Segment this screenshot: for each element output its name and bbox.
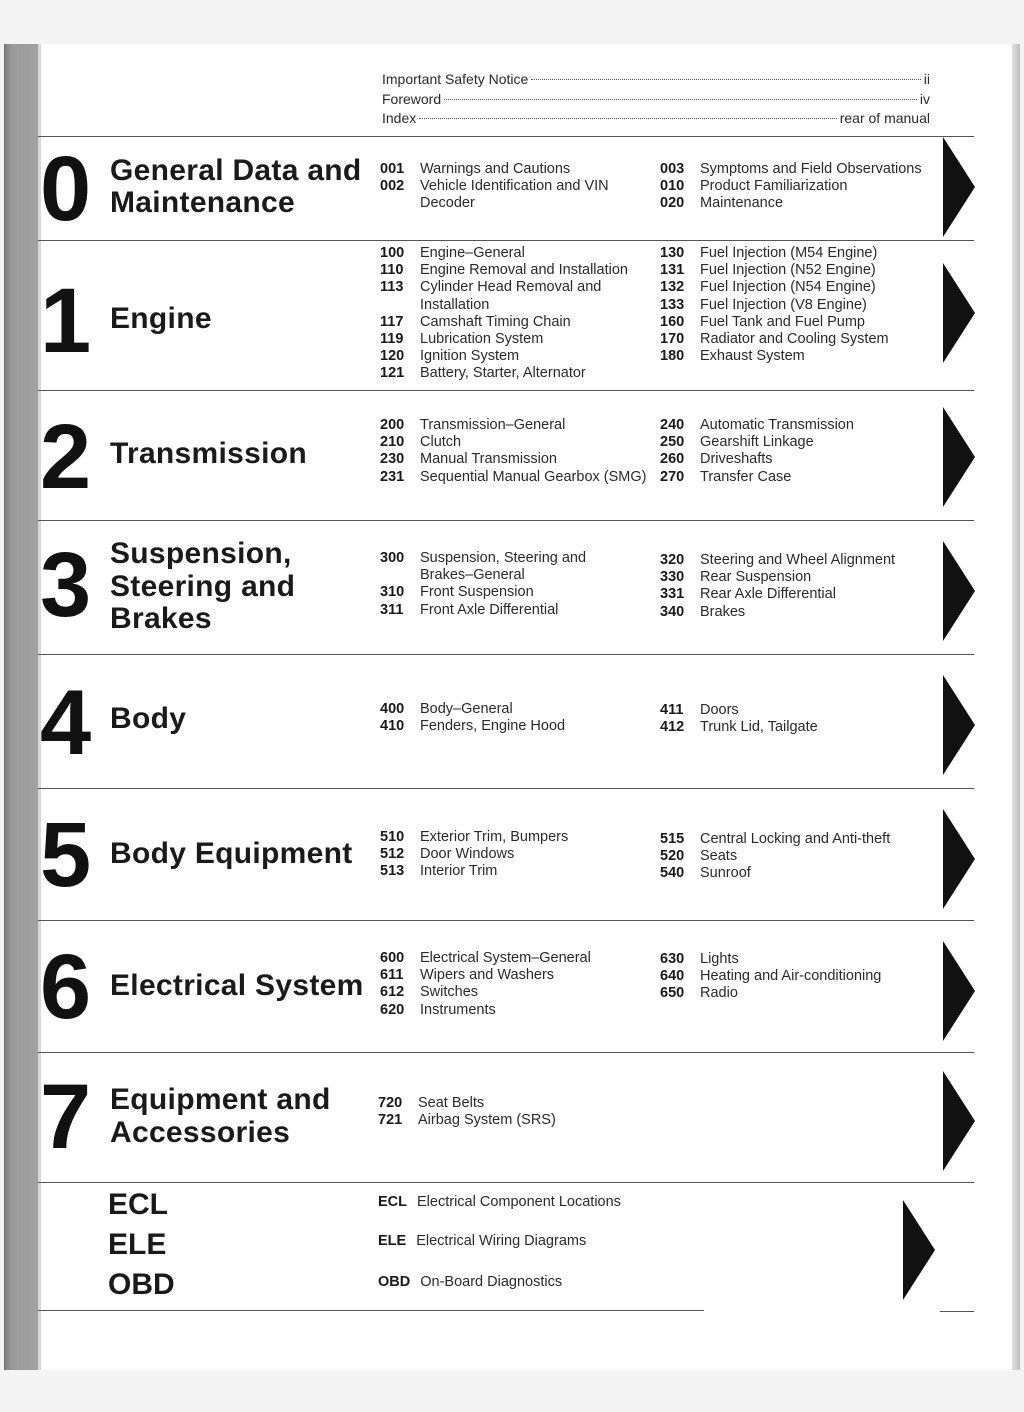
topic-item[interactable]: 513 Interior Trim <box>380 863 498 880</box>
topic-item[interactable]: 010 Product Familiarization <box>660 178 848 195</box>
front-matter-line[interactable] <box>382 71 930 91</box>
chapter-number: 6 <box>40 936 90 1038</box>
chapter-title: Body <box>110 702 187 735</box>
topic-column-right <box>660 831 950 883</box>
topic-item[interactable]: 113 Cylinder Head Removal and Installation <box>380 279 602 313</box>
topic-item[interactable]: 117 Camshaft Timing Chain <box>380 313 571 330</box>
chapter-number: 2 <box>40 406 90 508</box>
chapter-tab-arrow-icon[interactable] <box>943 137 975 237</box>
front-matter-page: rear of manual <box>839 110 930 126</box>
topic-item[interactable]: 612 Switches <box>380 984 479 1001</box>
topic-column-left <box>378 1095 648 1129</box>
chapter-tab-arrow-icon[interactable] <box>943 675 975 775</box>
chapter-number: 3 <box>40 534 90 636</box>
front-matter-page: ii <box>923 71 930 87</box>
chapter-1-section[interactable] <box>40 241 972 390</box>
topic-item[interactable]: 411 Doors <box>660 702 739 718</box>
front-matter-label: Foreword <box>382 91 442 107</box>
chapter-title: General Data and Maintenance <box>110 154 362 219</box>
topic-item[interactable]: 520 Seats <box>660 848 738 865</box>
front-matter-line[interactable] <box>382 110 930 130</box>
topic-item[interactable]: 133 Fuel Injection (V8 Engine) <box>660 296 867 313</box>
chapter-4-section[interactable] <box>40 655 972 788</box>
binding-spine <box>4 44 40 1370</box>
topic-item[interactable]: 340 Brakes <box>660 603 746 620</box>
page-right-edge <box>1012 44 1020 1370</box>
topic-item[interactable]: 250 Gearshift Linkage <box>660 434 814 451</box>
topic-item[interactable]: 512 Door Windows <box>380 846 515 863</box>
divider <box>940 1311 974 1312</box>
front-matter-page: iv <box>919 91 930 107</box>
chapter-0-section[interactable] <box>40 137 972 240</box>
topic-column-right <box>660 702 950 736</box>
chapter-number: 1 <box>40 270 90 372</box>
chapter-tab-arrow-icon[interactable] <box>943 263 975 363</box>
chapter-tab-arrow-icon[interactable] <box>943 809 975 909</box>
chapter-5-section[interactable] <box>40 789 972 920</box>
topic-column-left <box>380 701 650 735</box>
chapter-number: 7 <box>40 1066 90 1168</box>
front-matter-line[interactable] <box>382 91 930 111</box>
chapter-number: 5 <box>40 804 90 906</box>
topic-item[interactable]: 121 Battery, Starter, Alternator <box>380 365 586 382</box>
topic-item[interactable]: 160 Fuel Tank and Fuel Pump <box>660 313 865 330</box>
topic-item[interactable]: 600 Electrical System–General <box>380 950 591 966</box>
diagnostic-code-ecl[interactable]: ECL <box>108 1188 168 1221</box>
topic-item[interactable]: 410 Fenders, Engine Hood <box>380 718 566 735</box>
topic-item[interactable]: 650 Radio <box>660 985 738 1002</box>
chapter-title: Transmission <box>110 437 308 470</box>
chapter-title: Suspension, Steering and Brakes <box>110 537 296 635</box>
divider <box>38 1182 974 1183</box>
chapter-title: Body Equipment <box>110 837 353 870</box>
topic-item[interactable]: 320 Steering and Wheel Alignment <box>660 552 896 568</box>
diagnostic-item[interactable]: ELE Electrical Wiring Diagrams <box>378 1233 587 1249</box>
topic-item[interactable]: 721 Airbag System (SRS) <box>378 1112 556 1129</box>
topic-item[interactable]: 231 Sequential Manual Gearbox (SMG) <box>380 468 647 485</box>
diagnostic-item[interactable]: ECL Electrical Component Locations <box>378 1194 621 1210</box>
chapter-6-section[interactable] <box>40 921 972 1052</box>
topic-item[interactable]: 300 Suspension, Steering and Brakes–General <box>380 550 587 584</box>
chapter-title: Equipment and Accessories <box>110 1083 331 1149</box>
topic-item[interactable]: 001 Warnings and Cautions <box>380 161 571 177</box>
diagnostic-code-ele[interactable]: ELE <box>108 1228 167 1261</box>
leader-dots <box>419 118 836 119</box>
topic-item[interactable]: 630 Lights <box>660 951 739 967</box>
leader-dots <box>531 79 920 80</box>
chapter-tab-arrow-icon[interactable] <box>943 541 975 641</box>
topic-column-right <box>660 951 950 1003</box>
topic-item[interactable]: 131 Fuel Injection (N52 Engine) <box>660 262 876 279</box>
diagnostic-code-obd[interactable]: OBD <box>108 1268 175 1301</box>
topic-item[interactable]: 311 Front Axle Differential <box>380 601 559 618</box>
topic-item[interactable]: 510 Exterior Trim, Bumpers <box>380 829 569 845</box>
chapter-tab-arrow-icon[interactable] <box>943 407 975 507</box>
topic-column-right <box>660 245 950 365</box>
topic-item[interactable]: 120 Ignition System <box>380 348 520 365</box>
topic-item[interactable]: 720 Seat Belts <box>378 1095 485 1111</box>
topic-item[interactable]: 640 Heating and Air-conditioning <box>660 968 882 985</box>
topic-item[interactable]: 540 Sunroof <box>660 865 751 882</box>
topic-item[interactable]: 200 Transmission–General <box>380 417 566 433</box>
diagnostics-tab-arrow-icon[interactable] <box>903 1200 935 1300</box>
topic-item[interactable]: 230 Manual Transmission <box>380 451 557 468</box>
front-matter-label: Index <box>382 110 417 126</box>
topic-column-right <box>660 417 950 486</box>
topic-column-left <box>380 550 650 619</box>
topic-item[interactable]: 170 Radiator and Cooling System <box>660 331 889 348</box>
topic-item[interactable]: 611 Wipers and Washers <box>380 967 555 984</box>
topic-item[interactable]: 130 Fuel Injection (M54 Engine) <box>660 245 878 261</box>
topic-column-left <box>380 245 650 383</box>
topic-item[interactable]: 100 Engine–General <box>380 245 525 261</box>
topic-item[interactable]: 400 Body–General <box>380 701 513 717</box>
leader-dots <box>444 99 917 100</box>
topic-column-right <box>660 552 950 621</box>
topic-column-left <box>380 161 650 213</box>
topic-item[interactable]: 240 Automatic Transmission <box>660 417 854 433</box>
chapter-tab-arrow-icon[interactable] <box>943 1071 975 1171</box>
topic-column-left <box>380 829 650 881</box>
front-matter-label: Important Safety Notice <box>382 71 529 87</box>
topic-item[interactable]: 515 Central Locking and Anti-theft <box>660 831 891 847</box>
chapter-7-section[interactable] <box>40 1053 972 1182</box>
topic-item[interactable]: 002 Vehicle Identification and VIN Decoder <box>380 178 609 212</box>
topic-column-left <box>380 950 650 1019</box>
topic-item[interactable]: 310 Front Suspension <box>380 584 534 601</box>
chapter-2-section[interactable] <box>40 391 972 520</box>
chapter-title: Electrical System <box>110 969 364 1002</box>
topic-item[interactable]: 330 Rear Suspension <box>660 569 812 586</box>
chapter-3-section[interactable] <box>40 521 972 654</box>
topic-item[interactable]: 260 Driveshafts <box>660 451 773 468</box>
topic-item[interactable]: 180 Exhaust System <box>660 348 805 365</box>
topic-item[interactable]: 132 Fuel Injection (N54 Engine) <box>660 279 876 296</box>
topic-item[interactable]: 620 Instruments <box>380 1001 496 1018</box>
chapter-tab-arrow-icon[interactable] <box>943 941 975 1041</box>
diagnostic-item[interactable]: OBD On-Board Diagnostics <box>378 1274 563 1290</box>
topic-item[interactable]: 412 Trunk Lid, Tailgate <box>660 719 818 736</box>
topic-column-right <box>660 161 950 213</box>
topic-item[interactable]: 119 Lubrication System <box>380 331 544 348</box>
topic-item[interactable]: 210 Clutch <box>380 434 462 451</box>
topic-item[interactable]: 270 Transfer Case <box>660 468 792 485</box>
chapter-title: Engine <box>110 302 212 335</box>
topic-item[interactable]: 331 Rear Axle Differential <box>660 586 836 603</box>
topic-item[interactable]: 003 Symptoms and Field Observations <box>660 161 922 177</box>
topic-column-left <box>380 417 650 486</box>
chapter-number: 0 <box>40 138 90 240</box>
divider <box>38 1310 704 1311</box>
topic-item[interactable]: 020 Maintenance <box>660 195 784 212</box>
topic-item[interactable]: 110 Engine Removal and Installation <box>380 262 628 279</box>
chapter-number: 4 <box>40 672 90 774</box>
